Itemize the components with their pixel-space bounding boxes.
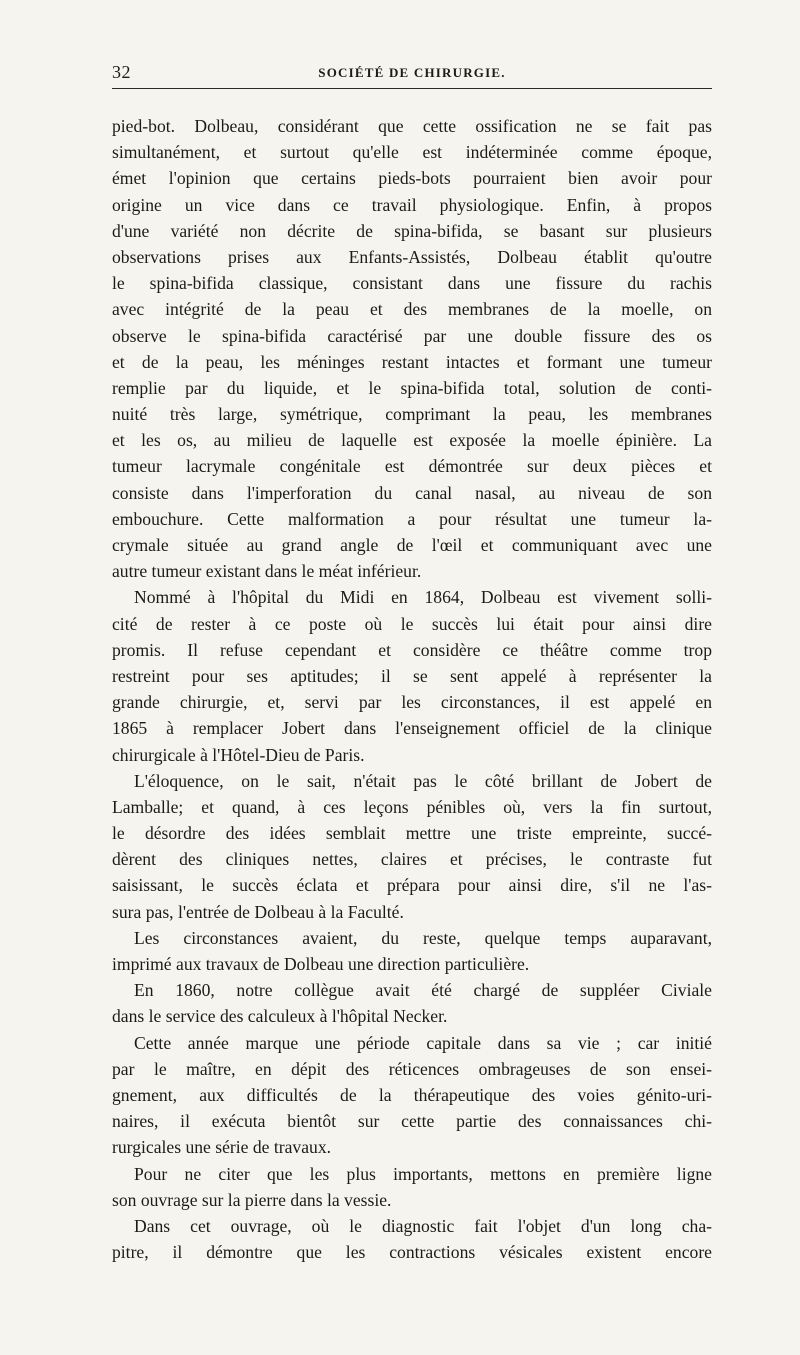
page-number: 32 — [112, 62, 131, 82]
text-line: d'une variété non décrite de spina-bifida, se basant sur plusieurs — [112, 220, 712, 241]
text-line: imprimé aux travaux de Dolbeau une direction particulière. — [112, 954, 530, 974]
text-line: restreint pour ses aptitudes; il se sent appelé à représenter la — [112, 665, 712, 686]
text-line: avec intégrité de la peau et des membranes de la moelle, on — [112, 299, 712, 320]
text-line: gnement, aux difficultés de la thérapeutique des voies génito-uri- — [112, 1084, 712, 1105]
text-line: consiste dans l'imperforation du canal nasal, au niveau de son — [112, 482, 712, 503]
text-line: pied-bot. Dolbeau, considérant que cette ossification ne se fait pas — [112, 116, 712, 136]
paragraph — [112, 1213, 712, 1265]
text-line: le désordre des idées semblait mettre une triste empreinte, succé- — [112, 823, 712, 844]
text-line: saisissant, le succès éclata et prépara pour ainsi dire, s'il ne l'as- — [112, 875, 712, 896]
paragraph — [112, 925, 712, 977]
text-line: tumeur lacrymale congénitale est démontrée sur deux pièces et — [112, 456, 712, 477]
text-line: origine un vice dans ce travail physiologique. Enfin, à propos — [112, 194, 712, 215]
paragraph — [112, 584, 712, 767]
body-text — [112, 113, 712, 1265]
text-line: Cette année marque une période capitale dans sa vie ; car initié — [134, 1032, 712, 1053]
text-line: dèrent des cliniques nettes, claires et précises, le contraste fut — [112, 849, 712, 870]
text-line: autre tumeur existant dans le méat inférieur. — [112, 561, 422, 582]
text-line: embouchure. Cette malformation a pour résultat une tumeur la- — [112, 508, 712, 529]
text-line: grande chirurgie, et, servi par les circonstances, il est appelé en — [112, 692, 712, 713]
text-line: 1865 à remplacer Jobert dans l'enseignement officiel de la clinique — [112, 718, 712, 739]
text-line: simultanément, et surtout qu'elle est indéterminée comme époque, — [112, 142, 712, 163]
text-line: crymale située au grand angle de l'œil et communiquant avec une — [112, 535, 712, 555]
text-line: émet l'opinion que certains pieds-bots pourraient bien avoir pour — [112, 168, 712, 189]
text-line: pitre, il démontre que les contractions vésicales existent encore — [112, 1242, 712, 1263]
text-line: son ouvrage sur la pierre dans la vessie. — [112, 1189, 392, 1210]
text-line: En 1860, notre collègue avait été chargé de suppléer Civiale — [134, 980, 712, 1001]
text-line: observe le spina-bifida caractérisé par une double fissure des os — [112, 325, 712, 346]
text-line: par le maître, en dépit des réticences ombrageuses de son ensei- — [112, 1058, 712, 1079]
text-line: et de la peau, les méninges restant intactes et formant une tumeur — [112, 351, 712, 372]
running-title: SOCIÉTÉ DE CHIRURGIE. — [318, 65, 506, 80]
paragraph — [112, 1030, 712, 1161]
text-line: dans le service des calculeux à l'hôpital Necker. — [112, 1006, 448, 1027]
running-head — [112, 60, 712, 89]
text-line: L'éloquence, on le sait, n'était pas le côté brillant de Jobert de — [134, 770, 712, 791]
paragraph — [112, 768, 712, 925]
text-line: rurgicales une série de travaux. — [112, 1137, 332, 1158]
text-line: Dans cet ouvrage, où le diagnostic fait l'objet d'un long cha- — [134, 1215, 712, 1236]
text-line: Lamballe; et quand, à ces leçons pénibles où, vers la fin surtout, — [112, 796, 712, 817]
text-line: cité de rester à ce poste où le succès lui était pour ainsi dire — [112, 613, 712, 634]
text-line: naires, il exécuta bientôt sur cette partie des connaissances chi- — [112, 1111, 712, 1132]
text-line: et les os, au milieu de laquelle est exposée la moelle épinière. La — [112, 430, 712, 451]
text-line: chirurgicale à l'Hôtel-Dieu de Paris. — [112, 744, 365, 765]
text-line: sura pas, l'entrée de Dolbeau à la Faculté. — [112, 901, 404, 922]
text-line: nuité très large, symétrique, comprimant la peau, les membranes — [112, 404, 712, 425]
text-line: Nommé à l'hôpital du Midi en 1864, Dolbeau est vivement solli- — [134, 587, 712, 608]
paragraph — [112, 113, 712, 584]
text-line: observations prises aux Enfants-Assistés, Dolbeau établit qu'outre — [112, 246, 712, 267]
text-line: promis. Il refuse cependant et considère ce théâtre comme trop — [112, 639, 712, 660]
paragraph — [112, 977, 712, 1029]
paragraph — [112, 1161, 712, 1213]
text-line: Pour ne citer que les plus importants, mettons en première ligne — [134, 1163, 712, 1184]
text-line: le spina-bifida classique, consistant dans une fissure du rachis — [112, 273, 712, 294]
text-line: Les circonstances avaient, du reste, quelque temps auparavant, — [134, 927, 712, 948]
text-line: remplie par du liquide, et le spina-bifida total, solution de conti- — [112, 377, 712, 398]
